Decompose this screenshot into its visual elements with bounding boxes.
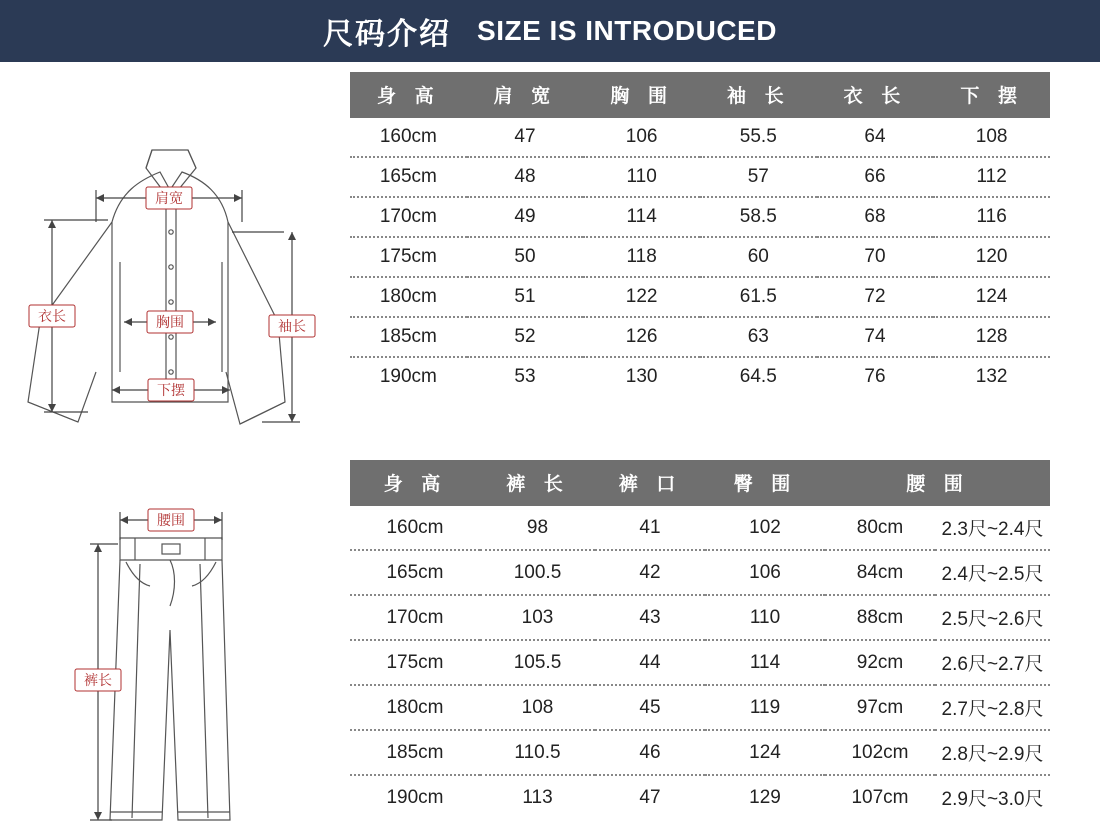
table-cell: 2.9尺~3.0尺 <box>935 775 1050 819</box>
table-header-cell: 裤 长 <box>480 460 595 506</box>
table-cell: 175cm <box>350 640 480 685</box>
trousers-table-container <box>340 460 1050 837</box>
table-header-cell: 腰 围 <box>825 460 1050 506</box>
table-cell: 102cm <box>825 730 935 775</box>
table-cell: 52 <box>467 317 584 357</box>
table-cell: 129 <box>705 775 825 819</box>
table-cell: 2.7尺~2.8尺 <box>935 685 1050 730</box>
table-cell: 68 <box>817 197 934 237</box>
table-cell: 64 <box>817 118 934 157</box>
table-cell: 102 <box>705 506 825 550</box>
table-header-cell: 袖 长 <box>700 72 817 118</box>
table-cell: 49 <box>467 197 584 237</box>
table-cell: 160cm <box>350 118 467 157</box>
table-cell: 51 <box>467 277 584 317</box>
trousers-section <box>0 460 1100 837</box>
table-header-cell: 下 摆 <box>933 72 1050 118</box>
table-cell: 98 <box>480 506 595 550</box>
table-cell: 84cm <box>825 550 935 595</box>
table-cell: 185cm <box>350 730 480 775</box>
table-cell: 112 <box>933 157 1050 197</box>
table-cell: 43 <box>595 595 705 640</box>
table-row <box>350 775 1050 819</box>
table-cell: 132 <box>933 357 1050 396</box>
table-cell: 190cm <box>350 357 467 396</box>
trousers-size-table <box>350 460 1050 819</box>
table-cell: 110 <box>705 595 825 640</box>
table-header-cell: 身 高 <box>350 460 480 506</box>
table-cell: 60 <box>700 237 817 277</box>
table-cell: 128 <box>933 317 1050 357</box>
page-title-cn: 尺码介绍 <box>323 17 452 52</box>
table-cell: 122 <box>583 277 700 317</box>
table-cell: 61.5 <box>700 277 817 317</box>
table-cell: 175cm <box>350 237 467 277</box>
table-cell: 47 <box>595 775 705 819</box>
table-cell: 165cm <box>350 157 467 197</box>
table-cell: 72 <box>817 277 934 317</box>
table-row <box>350 317 1050 357</box>
table-cell: 74 <box>817 317 934 357</box>
table-cell: 2.3尺~2.4尺 <box>935 506 1050 550</box>
table-cell: 160cm <box>350 506 480 550</box>
shirt-table-container <box>340 72 1050 432</box>
shirt-table-body <box>350 118 1050 396</box>
table-cell: 185cm <box>350 317 467 357</box>
table-cell: 118 <box>583 237 700 277</box>
table-cell: 130 <box>583 357 700 396</box>
table-cell: 50 <box>467 237 584 277</box>
table-cell: 116 <box>933 197 1050 237</box>
table-header-cell: 臀 围 <box>705 460 825 506</box>
page-header <box>0 0 1100 62</box>
shirt-size-table <box>350 72 1050 396</box>
table-cell: 124 <box>933 277 1050 317</box>
table-cell: 119 <box>705 685 825 730</box>
table-row <box>350 357 1050 396</box>
table-cell: 2.6尺~2.7尺 <box>935 640 1050 685</box>
table-cell: 108 <box>480 685 595 730</box>
table-cell: 76 <box>817 357 934 396</box>
table-cell: 55.5 <box>700 118 817 157</box>
table-cell: 42 <box>595 550 705 595</box>
trousers-diagram-svg <box>0 460 340 837</box>
table-cell: 100.5 <box>480 550 595 595</box>
table-cell: 70 <box>817 237 934 277</box>
label-chest: 胸围 <box>156 315 184 331</box>
label-garment-length: 衣长 <box>38 309 66 325</box>
table-cell: 180cm <box>350 685 480 730</box>
table-header-cell: 身 高 <box>350 72 467 118</box>
table-cell: 113 <box>480 775 595 819</box>
trousers-figure <box>0 460 340 837</box>
trousers-table-head <box>350 460 1050 506</box>
table-row <box>350 506 1050 550</box>
table-cell: 190cm <box>350 775 480 819</box>
table-cell: 110 <box>583 157 700 197</box>
table-cell: 106 <box>583 118 700 157</box>
table-cell: 107cm <box>825 775 935 819</box>
table-cell: 44 <box>595 640 705 685</box>
table-cell: 46 <box>595 730 705 775</box>
table-cell: 170cm <box>350 197 467 237</box>
table-cell: 57 <box>700 157 817 197</box>
table-header-cell: 衣 长 <box>817 72 934 118</box>
shirt-section <box>0 72 1100 432</box>
table-cell: 63 <box>700 317 817 357</box>
table-cell: 64.5 <box>700 357 817 396</box>
table-cell: 114 <box>705 640 825 685</box>
table-row <box>350 237 1050 277</box>
table-cell: 66 <box>817 157 934 197</box>
label-shoulder: 肩宽 <box>155 191 183 207</box>
table-row <box>350 118 1050 157</box>
label-pants-length: 裤长 <box>84 673 112 689</box>
table-cell: 48 <box>467 157 584 197</box>
table-row <box>350 157 1050 197</box>
table-row <box>350 197 1050 237</box>
table-row <box>350 685 1050 730</box>
table-cell: 58.5 <box>700 197 817 237</box>
table-cell: 41 <box>595 506 705 550</box>
label-sleeve-length: 袖长 <box>278 319 306 335</box>
label-hem: 下摆 <box>157 383 185 399</box>
table-cell: 105.5 <box>480 640 595 685</box>
shirt-table-head <box>350 72 1050 118</box>
table-cell: 2.4尺~2.5尺 <box>935 550 1050 595</box>
table-row <box>350 730 1050 775</box>
table-cell: 53 <box>467 357 584 396</box>
table-cell: 47 <box>467 118 584 157</box>
table-cell: 2.8尺~2.9尺 <box>935 730 1050 775</box>
table-cell: 103 <box>480 595 595 640</box>
shirt-figure <box>0 72 340 432</box>
table-cell: 120 <box>933 237 1050 277</box>
table-cell: 106 <box>705 550 825 595</box>
table-cell: 108 <box>933 118 1050 157</box>
table-cell: 180cm <box>350 277 467 317</box>
table-row <box>350 277 1050 317</box>
table-row <box>350 595 1050 640</box>
table-cell: 2.5尺~2.6尺 <box>935 595 1050 640</box>
table-cell: 124 <box>705 730 825 775</box>
table-row <box>350 640 1050 685</box>
table-cell: 80cm <box>825 506 935 550</box>
table-header-row <box>350 460 1050 506</box>
shirt-diagram-svg <box>0 72 340 432</box>
table-cell: 126 <box>583 317 700 357</box>
label-waist: 腰围 <box>157 513 185 529</box>
table-header-cell: 胸 围 <box>583 72 700 118</box>
table-header-cell: 裤 口 <box>595 460 705 506</box>
table-header-cell: 肩 宽 <box>467 72 584 118</box>
page-title-en: SIZE IS INTRODUCED <box>477 15 777 46</box>
trousers-table-body <box>350 506 1050 819</box>
table-cell: 45 <box>595 685 705 730</box>
table-cell: 170cm <box>350 595 480 640</box>
table-cell: 97cm <box>825 685 935 730</box>
table-cell: 114 <box>583 197 700 237</box>
table-cell: 110.5 <box>480 730 595 775</box>
table-row <box>350 550 1050 595</box>
table-cell: 165cm <box>350 550 480 595</box>
table-cell: 92cm <box>825 640 935 685</box>
table-header-row <box>350 72 1050 118</box>
table-cell: 88cm <box>825 595 935 640</box>
